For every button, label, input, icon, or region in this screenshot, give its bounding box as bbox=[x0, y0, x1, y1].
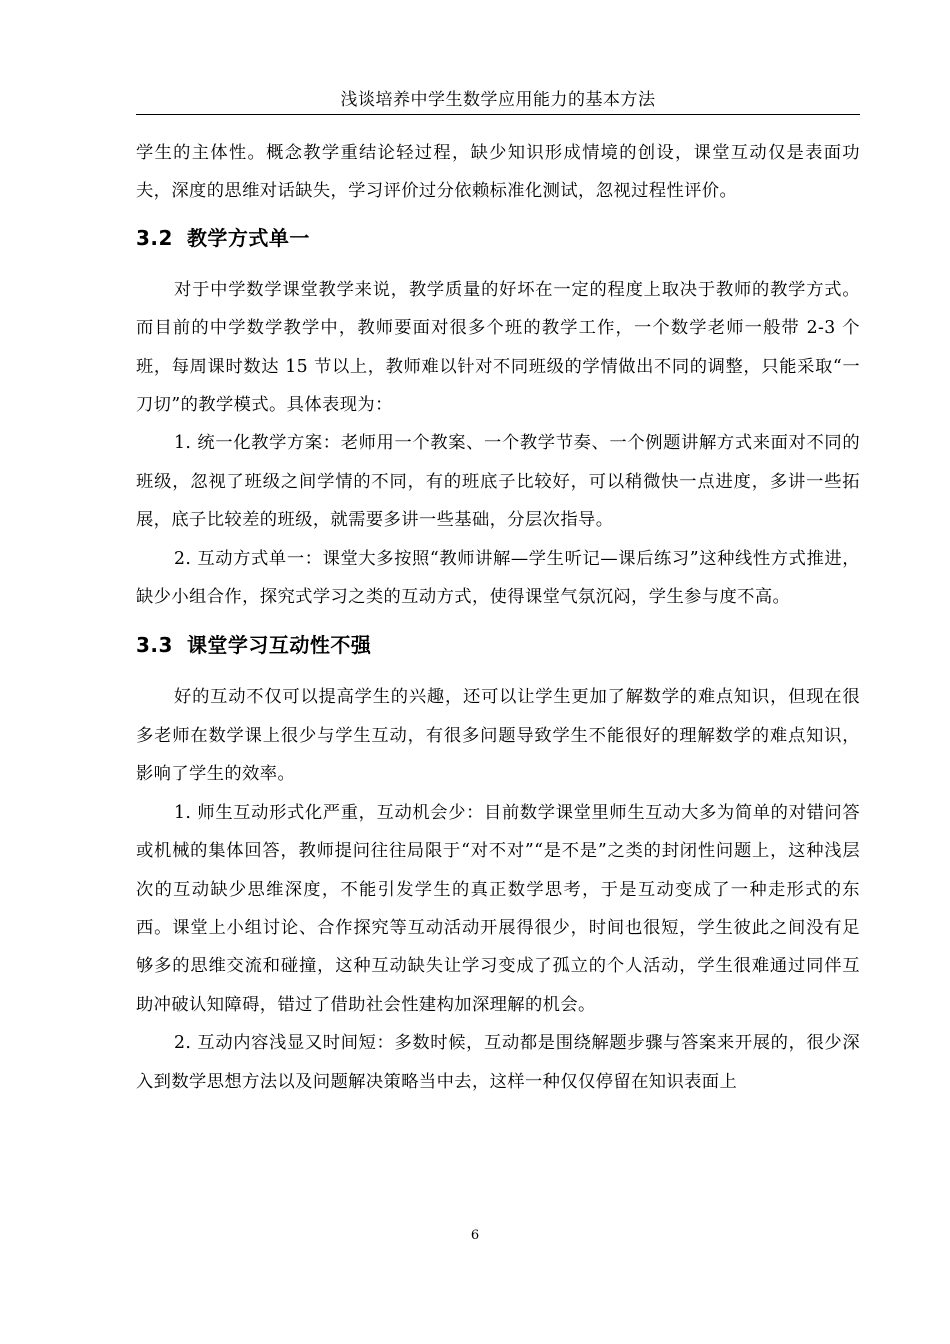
section-heading-3-2 bbox=[136, 223, 860, 253]
header-title: 浅谈培养中学生数学应用能力的基本方法 bbox=[340, 90, 656, 110]
document-body bbox=[136, 134, 860, 1101]
paragraph-list-item: 2. 互动方式单一：课堂大多按照“教师讲解—学生听记—课后练习”这种线性方式推进，缺少小组合作，探究式学习之类的互动方式，使得课堂气氛沉闷，学生参与度不高。 bbox=[136, 548, 860, 608]
paragraph-list-item: 2. 互动内容浅显又时间短：多数时候，互动都是围绕解题步骤与答案来开展的，很少深入到数学思想方法以及问题解决策略当中去，这样一种仅仅停留在知识表面上 bbox=[136, 1033, 860, 1092]
section-number: 3.3 bbox=[136, 633, 173, 658]
section-heading-3-3 bbox=[136, 630, 860, 660]
section-title: 课堂学习互动性不强 bbox=[186, 633, 372, 658]
paragraph-continuation: 学生的主体性。概念教学重结论轻过程，缺少知识形成情境的创设，课堂互动仅是表面功夫，深度的思维对话缺失，学习评价过分依赖标准化测试，忽视过程性评价。 bbox=[136, 143, 860, 202]
paragraph-list-item: 1. 师生互动形式化严重，互动机会少：目前数学课堂里师生互动大多为简单的对错问答或机械的集体回答，教师提问往往局限于“对不对”“是不是”之类的封闭性问题上，这种浅层次的互动缺少思维深度，不能引发学生的真正数学思考，于是互动变成了一种走形式的东西。课堂上小组讨论、合作探究等互动活动开展得很少，时间也很短，学生彼此之间没有足够多的思维交流和碰撞，这种互动缺失让学习变成了孤立的个人活动，学生很难通过同伴互助冲破认知障碍，错过了借助社会性建构加深理解的机会。 bbox=[136, 802, 860, 1015]
section-title: 教学方式单一 bbox=[186, 225, 310, 250]
paragraph: 好的互动不仅可以提高学生的兴趣，还可以让学生更加了解数学的难点知识，但现在很多老师在数学课上很少与学生互动，有很多问题导致学生不能很好的理解数学的难点知识，影响了学生的效率。 bbox=[136, 687, 860, 785]
paragraph-list-item: 1. 统一化教学方案：老师用一个教案、一个教学节奏、一个例题讲解方式来面对不同的班级，忽视了班级之间学情的不同，有的班底子比较好，可以稍微快一点进度，多讲一些拓展，底子比较差的班级，就需要多讲一些基础，分层次指导。 bbox=[136, 433, 860, 531]
section-number: 3.2 bbox=[136, 225, 173, 250]
paragraph: 对于中学数学课堂教学来说，教学质量的好坏在一定的程度上取决于教师的教学方式。而目前的中学数学教学中，教师要面对很多个班的教学工作，一个数学老师一般带 2-3 个班，每周课时数达 15 节以上，教师难以针对不同班级的学情做出不同的调整，只能采取“一刀切”的教学模式。具体表现为： bbox=[136, 279, 860, 416]
page-number: 6 bbox=[470, 1228, 480, 1243]
page-header bbox=[136, 84, 860, 115]
